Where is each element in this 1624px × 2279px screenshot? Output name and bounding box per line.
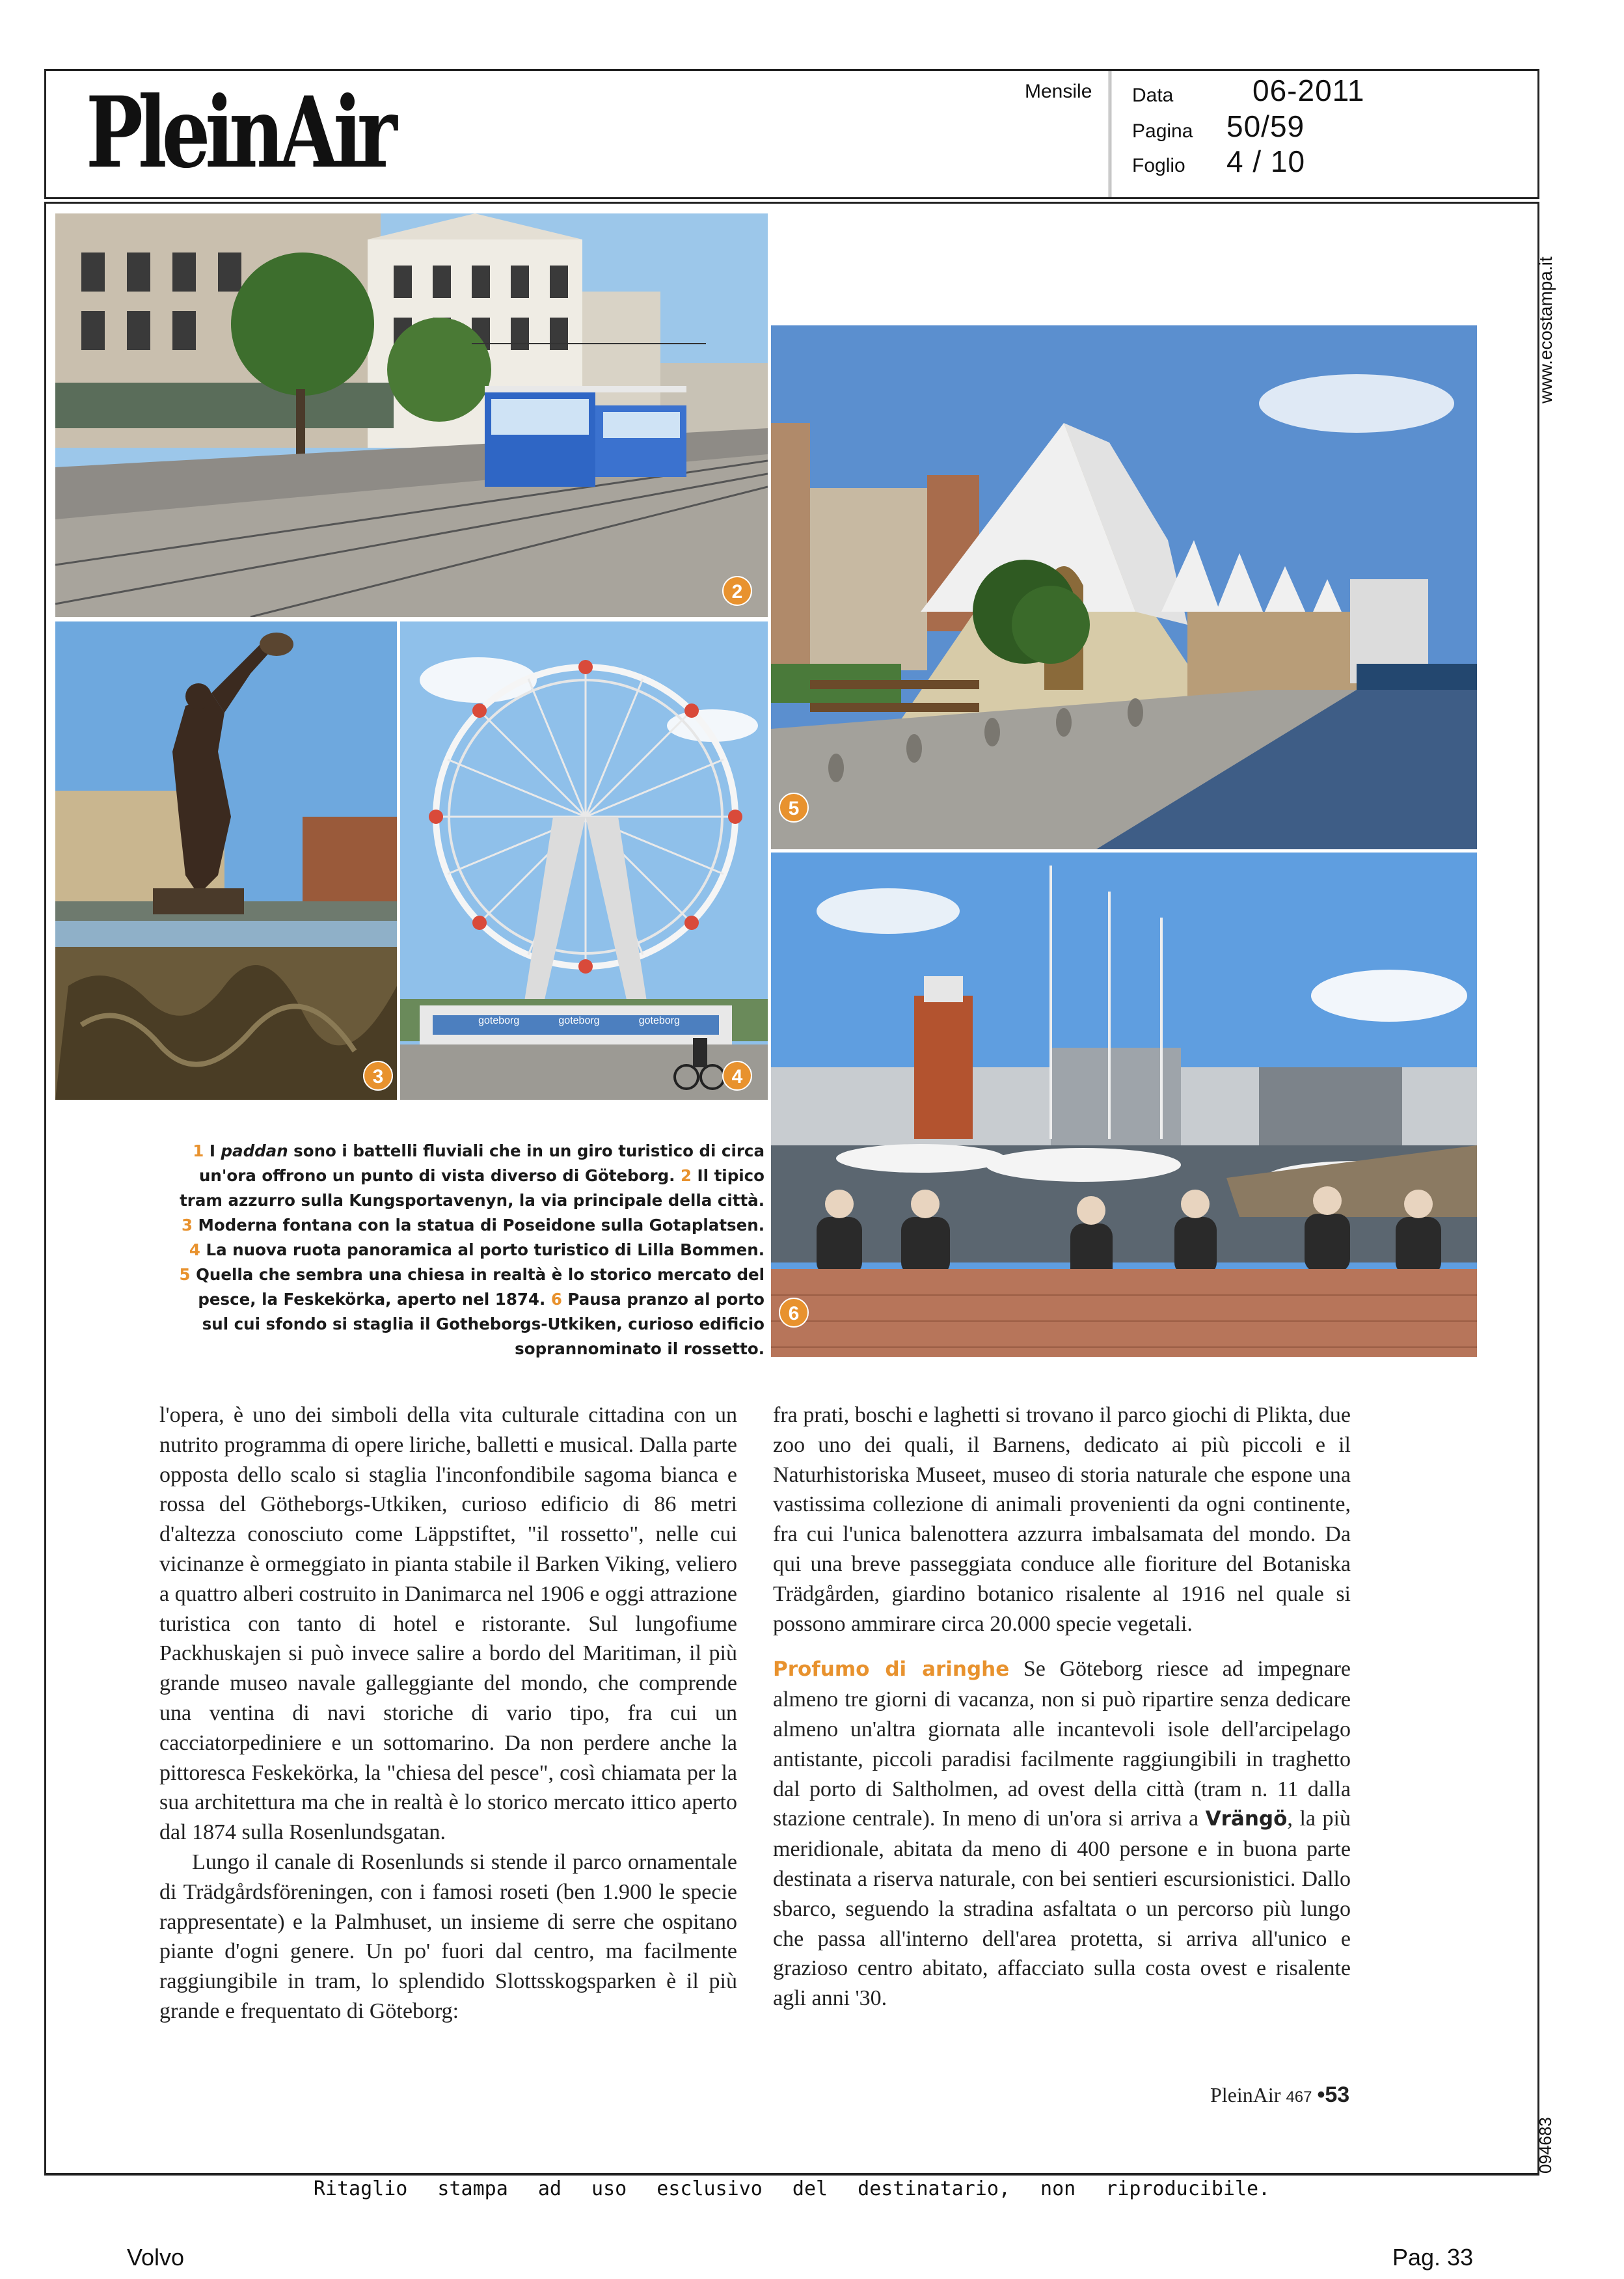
folio-page: 53 bbox=[1325, 2082, 1350, 2107]
article-paragraph: Lungo il canale di Rosenlunds si stende il parco ornamentale di Trädgårdsföreningen, con i famosi roseti (ben 1.900 le specie rappresentate) e la Palmhuset, un insieme di serre che ospitano piante d'ogni genere. Un po' fuori dal centro, ma facilmente raggiungibile in tram, lo splendido Slottsskogsparken è il più grande e frequentato di Göteborg: bbox=[159, 1849, 737, 2023]
frequency-label: Mensile bbox=[1025, 81, 1092, 102]
side-code: 094683 bbox=[1536, 2117, 1555, 2174]
caption-text: Moderna fontana con la statua di Poseidone sulla Gotaplatsen. bbox=[193, 1216, 765, 1235]
caption-text: Quella che sembra una chiesa in realtà è lo storico mercato del pesce, la Feskekörka, aperto nel 1874. bbox=[190, 1265, 765, 1309]
photo-number-badge: 6 bbox=[779, 1298, 809, 1328]
article-paragraph: fra prati, boschi e laghetti si trovano il parco giochi di Plikta, due zoo uno dei quali, il Barnens, dedicato ai più piccoli e il Naturhistoriska Museet, museo di storia naturale che espone una vastissima collezione di animali provenienti da ogni continente, fra cui l'unica balenottera azzurra imbalsamata del mondo. Da qui una breve passeggiata conduce alle fioriture del Botaniska Trädgården, giardino botanico risalente al 1916 nel quale si possono ammirare circa 20.000 specie vegetali. bbox=[773, 1403, 1351, 1636]
wheel-sign-text: goteborg bbox=[638, 1015, 680, 1026]
caption-number: 5 bbox=[179, 1265, 191, 1284]
caption-number: 1 bbox=[193, 1141, 204, 1160]
folio-separator: • bbox=[1317, 2082, 1325, 2107]
paragraph-text: , la più meridionale, abitata da meno di 400 persone e in buona parte destinata a riserva naturale, con bei sentieri escursionistici. Dallo sbarco, seguendo la stradina asfaltata o un percorso più lungo che passa all'interno dell'area protetta, si arriva all'unico e grazioso centro abitato, affacciato sulla costa ovest e risalente agli anni '30. bbox=[773, 1807, 1351, 2011]
meta-page-value: 50/59 bbox=[1226, 109, 1305, 143]
side-url: www.ecostampa.it bbox=[1536, 256, 1556, 403]
photo-tram bbox=[55, 213, 768, 617]
meta-date-label: Data bbox=[1132, 85, 1174, 106]
footer-client: Volvo bbox=[127, 2244, 185, 2271]
caption-text: La nuova ruota panoramica al porto turistico di Lilla Bommen. bbox=[200, 1240, 765, 1259]
page-folio bbox=[1210, 2082, 1349, 2108]
caption-number: 3 bbox=[181, 1216, 193, 1235]
meta-sheet-label: Foglio bbox=[1132, 155, 1185, 176]
folio-magazine: PleinAir bbox=[1210, 2083, 1281, 2107]
article-paragraph: l'opera, è uno dei simboli della vita culturale cittadina con un nutrito programma di opere liriche, balletti e musical. Dalla parte opposta dello scalo si staglia l'inconfondibile sagoma bianca e rossa del Götheborgs-Utkiken, curioso edificio di 86 metri d'altezza conosciuto come Läppstiftet, "il rossetto", nelle cui vicinanze è ormeggiato in pianta stabile il Barken Viking, veliero a quattro alberi costruito in Danimarca nel 1906 e oggi attrazione turistica con tanto di hotel e ristorante. Sul lungofiume Packhuskajen si può invece salire a bordo del Maritiman, il più grande museo navale galleggiante del mondo, che comprende una ventina di navi storiche di vario tipo, fra cui un cacciatorpediniere e un sottomarino. Da non perdere anche la pittoresca Feskekörka, la "chiesa del pesce", così chiamata per la sua architettura ma che in realtà è lo storico mercato ittico aperto dal 1874 sulla Rosenlundsgatan. bbox=[159, 1403, 737, 1845]
photo-fish-church bbox=[771, 325, 1477, 849]
meta-date-value: 06-2011 bbox=[1252, 74, 1365, 107]
photo-number-badge: 2 bbox=[722, 576, 752, 606]
caption-text: Il tipico tram azzurro sulla Kungsportavenyn, la via principale della città. bbox=[180, 1166, 765, 1210]
folio-issue: 467 bbox=[1286, 2088, 1312, 2106]
photo-number-badge: 3 bbox=[363, 1061, 393, 1091]
wheel-sign-text: goteborg bbox=[558, 1015, 600, 1026]
meta-page-label: Pagina bbox=[1132, 120, 1193, 142]
caption-number: 2 bbox=[680, 1166, 692, 1185]
footer-page: Pag. 33 bbox=[1392, 2244, 1474, 2271]
magazine-logo: PleinAir bbox=[86, 75, 392, 190]
caption-number: 4 bbox=[189, 1240, 200, 1259]
photo-caption bbox=[176, 1139, 765, 1361]
wheel-sign bbox=[459, 1015, 699, 1027]
photo-harbor bbox=[771, 853, 1477, 1357]
article-right-column bbox=[773, 1400, 1351, 2013]
photo-number-badge: 5 bbox=[779, 793, 809, 823]
article-paragraph bbox=[773, 1654, 1351, 2013]
caption-emphasis: paddan bbox=[221, 1141, 288, 1160]
caption-text: sono i battelli fluviali che in un giro turistico di circa un'ora offrono un punto di vista diverso di Göteborg. bbox=[198, 1141, 765, 1185]
photo-ferris-wheel bbox=[400, 621, 768, 1100]
article-left-column bbox=[159, 1400, 737, 2027]
paragraph-text: Se Göteborg riesce ad impegnare almeno tre giorni di vacanza, non si può ripartire senza dedicare almeno un'altra giornata alle incantevoli isole dell'arcipelago antistante, piccoli paradisi facilmente raggiungibili in traghetto dal porto di Saltholmen, ad ovest della città (tram n. 11 dalla stazione centrale). In meno di un'ora si arriva a bbox=[773, 1657, 1351, 1831]
place-name: Vrängö bbox=[1205, 1807, 1288, 1831]
caption-text: I bbox=[204, 1141, 221, 1160]
footer-rule bbox=[44, 2174, 1539, 2176]
clipping-disclaimer: Ritaglio stampa ad uso esclusivo del destinatario, non riproducibile. bbox=[313, 2177, 1271, 2200]
wheel-sign-text: goteborg bbox=[478, 1015, 520, 1026]
caption-text: Pausa pranzo al porto sul cui sfondo si staglia il Gotheborgs-Utkiken, curioso edificio soprannominato il rossetto. bbox=[202, 1290, 765, 1358]
meta-sheet-value: 4 / 10 bbox=[1226, 144, 1306, 178]
photo-poseidon bbox=[55, 621, 397, 1100]
section-subheading: Profumo di aringhe bbox=[773, 1658, 1010, 1682]
caption-number: 6 bbox=[550, 1290, 562, 1309]
photo-number-badge: 4 bbox=[722, 1061, 752, 1091]
